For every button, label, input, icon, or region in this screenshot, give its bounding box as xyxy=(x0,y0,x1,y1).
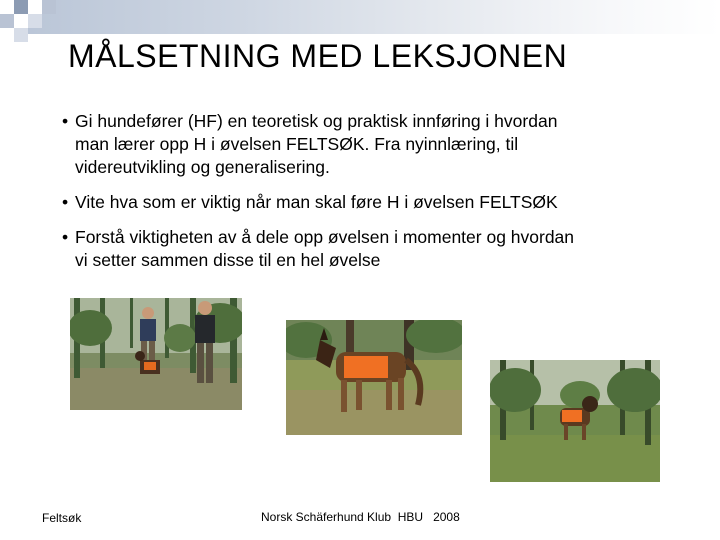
bullet-item xyxy=(62,191,702,214)
photo-shepherd-vest xyxy=(286,320,462,435)
bullet-text: Vite hva som er viktig når man skal føre H i øvelsen FELTSØK xyxy=(75,192,558,212)
photo-dog-running-forest xyxy=(490,360,660,482)
bullet-text: Gi hundefører (HF) en teoretisk og praktisk innføring i hvordan man lærer opp H i øvelsen FELTSØK. Fra nyinnlæring, til videreutvikling og generalisering. xyxy=(75,111,558,177)
bullet-marker: • xyxy=(62,227,69,247)
bullet-marker: • xyxy=(62,111,69,131)
photo-handlers-with-dog xyxy=(70,298,242,410)
bullet-item xyxy=(62,110,702,179)
bullet-list xyxy=(62,110,702,284)
slide-title: MÅLSETNING MED LEKSJONEN xyxy=(68,38,568,74)
bullet-marker: • xyxy=(62,192,69,212)
header-gradient-bar xyxy=(0,0,720,34)
bullet-text: Forstå viktigheten av å dele opp øvelsen i momenter og hvordan vi setter sammen disse til en hel øvelse xyxy=(75,227,575,270)
footer-center-text: Norsk Schäferhund Klub HBU 2008 xyxy=(261,510,460,524)
footer-left-text: Feltsøk xyxy=(42,511,82,525)
bullet-item xyxy=(62,226,702,272)
